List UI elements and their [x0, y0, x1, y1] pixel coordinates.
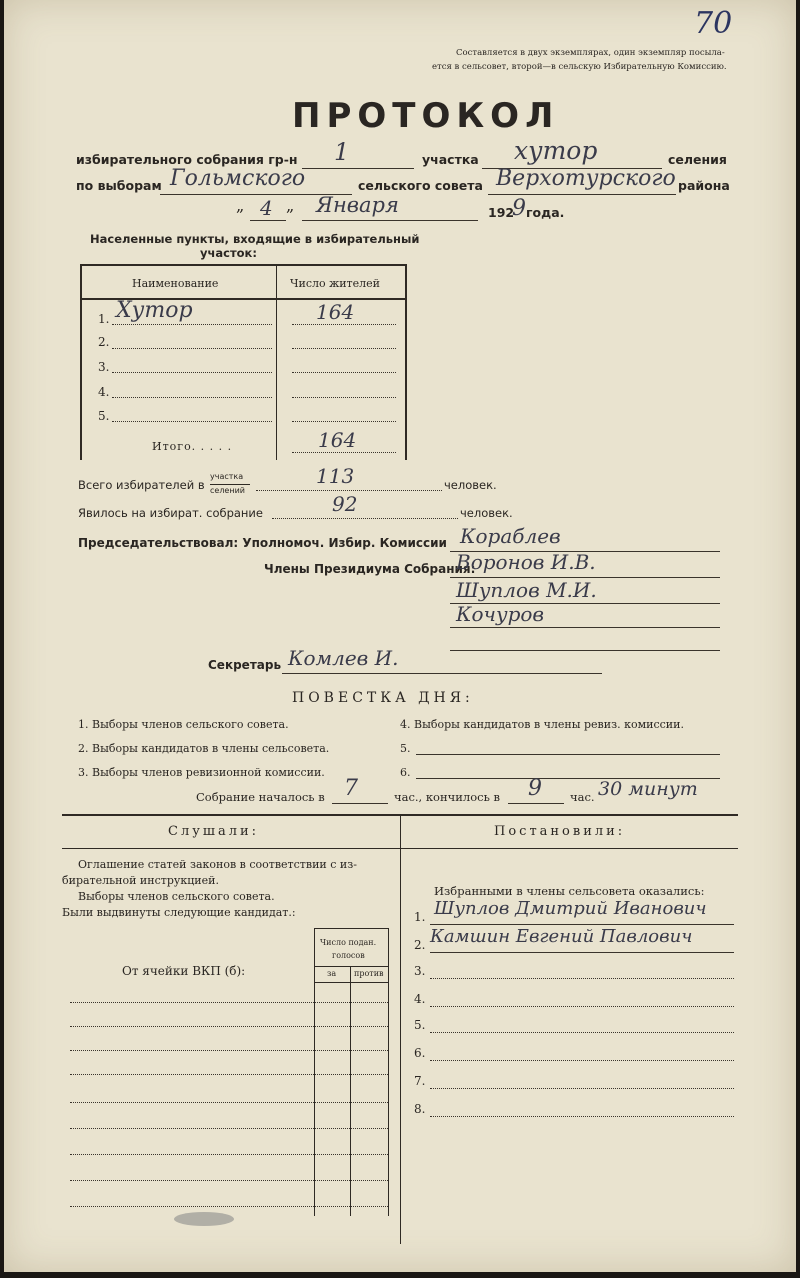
row-residents: 164: [316, 300, 355, 324]
agenda-title: ПОВЕСТКА ДНЯ:: [292, 690, 474, 706]
elected-name: Камшин Евгений Павлович: [430, 926, 693, 947]
label-elections: по выборам: [76, 178, 162, 193]
member-1: Воронов И.В.: [456, 550, 596, 574]
points-heading-2: участок:: [200, 246, 257, 260]
agenda-item-2: 2. Выборы кандидатов в члены сельсовета.: [78, 742, 330, 755]
year-suffix: 9: [512, 196, 526, 221]
cell-label: От ячейки ВКП (б):: [122, 964, 246, 978]
total-label: Итого. . . . .: [152, 440, 233, 453]
label-total-voters: Всего избирателей в: [78, 478, 205, 492]
chair-name: Кораблев: [460, 524, 561, 548]
label-hour: час., кончилось в: [394, 790, 500, 804]
start-hour: 7: [344, 776, 358, 801]
place-name: хутор: [514, 136, 598, 165]
label-section: участка: [422, 152, 479, 167]
total-voters: 113: [316, 464, 355, 488]
label-chair: Председательствовал: Уполномоч. Избир. Комиссии: [78, 536, 447, 550]
column-heard: Слушали:: [168, 824, 259, 839]
label-people: человек.: [444, 478, 497, 492]
elected-name: Шуплов Дмитрий Иванович: [434, 898, 707, 919]
agenda-item-5: 5.: [400, 742, 411, 755]
label-soviet: сельского совета: [358, 178, 483, 193]
frac-bottom: селений: [210, 486, 245, 495]
heard-p1b: бирательной инструкцией.: [62, 874, 219, 887]
frac-top: участка: [210, 472, 244, 481]
label-started: Собрание началось в: [196, 790, 325, 804]
label-secretary: Секретарь: [208, 658, 282, 672]
column-decided: Постановили:: [494, 824, 626, 839]
end-minutes: 30 минут: [598, 778, 698, 800]
agenda-item-4: 4. Выборы кандидатов в члены ревиз. комиссии.: [400, 718, 684, 731]
soviet-name: Гольмского: [170, 166, 306, 191]
section-number: 1: [334, 138, 350, 166]
end-hour: 9: [528, 776, 542, 801]
corner-note-line2: ется в сельсовет, второй—в сельскую Избирательную Комиссию.: [432, 62, 727, 72]
label-year: года.: [526, 205, 565, 220]
heard-p2: Выборы членов сельского совета.: [78, 890, 275, 903]
year-prefix: 192: [488, 205, 515, 220]
votes-against-header: против: [354, 969, 384, 978]
page-number: 70: [694, 6, 733, 41]
label-members: Члены Президиума Собрания:: [264, 562, 476, 576]
decided-heading: Избранными в члены сельсовета оказались:: [434, 884, 705, 898]
votes-header-1: Число подан.: [320, 938, 377, 947]
agenda-item-3: 3. Выборы членов ревизионной комиссии.: [78, 766, 325, 779]
ink-smudge: [174, 1212, 234, 1226]
heard-p1: Оглашение статей законов в соответствии с из-: [78, 858, 357, 871]
label-attended: Явилось на избират. собрание: [78, 506, 263, 520]
total-value: 164: [318, 428, 357, 452]
member-2: Шуплов М.И.: [456, 578, 597, 602]
secretary-name: Комлев И.: [288, 646, 399, 670]
row-name: Хутор: [116, 298, 193, 323]
district-name: Верхотурского: [496, 166, 676, 191]
quote-close: „: [286, 196, 295, 215]
date-day: 4: [260, 196, 273, 220]
agenda-item-1: 1. Выборы членов сельского совета.: [78, 718, 289, 731]
corner-note-line1: Составляется в двух экземплярах, один экземпляр посыла-: [456, 48, 725, 58]
member-3: Кочуров: [456, 602, 545, 626]
votes-for-header: за: [327, 969, 337, 978]
heard-p3: Были выдвинуты следующие кандидат.:: [62, 906, 296, 919]
col-residents-header: Число жителей: [290, 277, 380, 290]
date-month: Января: [316, 193, 399, 217]
label-settlement: селения: [668, 152, 727, 167]
quote-open: „: [236, 196, 245, 215]
document-title: ПРОТОКОЛ: [292, 96, 560, 136]
label-hour-2: час.: [570, 790, 595, 804]
attended-count: 92: [332, 492, 358, 516]
document-page: Составляется в двух экземплярах, один экземпляр посыла- ется в сельсовет, второй—в сельскую Избирательную Комиссию. 70 ПРОТОКОЛ избирательного собрания гр-н 1 участка хутор селения по выборам Гольмского сельского совета Верхотурского района „ 4 „ Января 192 9 года. Населенные пункты, входящие в избирательный участок: Наименование Число жителей 1. Хутор 164 2. 3. 4. 5. Итого. . . . . 164 Всего избирателей в участка селений 113 человек. Явилось на избират. собрание 92 человек. Председательствовал: Уполномоч. Избир. Комиссии Кораблев Члены Президиума Собрания: Воронов И.В. Шуплов М.И. Кочуров Секретарь Комлев И. ПОВЕСТКА ДНЯ: 1. Выборы членов сельского совета. 2. Выборы кандидатов в члены сельсовета. 3. Выборы членов ревизионной комиссии. 4. Выборы кандидатов в члены ревиз. комиссии. 5. 6. Собрание началось в 7 час., кончилось в 9 час. 30 минут Слушали: Постановили: Оглашение статей законов в соответствии с из- бирательной инструкцией. Выборы членов сельского совета. Были выдвинуты следующие кандидат.: Число подан. голосов за против От ячейки ВКП (б): Избранными в члены сельсовета оказались: 1. Шуплов Дмитрий Иванович 2. Камшин Евгений Павлович 3. 4. 5. 6. 7. 8.: [4, 0, 796, 1272]
label-meeting: избирательного собрания гр-н: [76, 152, 298, 167]
col-name-header: Наименование: [132, 277, 219, 290]
label-district: района: [678, 178, 730, 193]
agenda-item-6: 6.: [400, 766, 411, 779]
votes-header-2: голосов: [332, 951, 365, 960]
points-heading-1: Населенные пункты, входящие в избирательный: [90, 232, 420, 246]
label-people-2: человек.: [460, 506, 513, 520]
